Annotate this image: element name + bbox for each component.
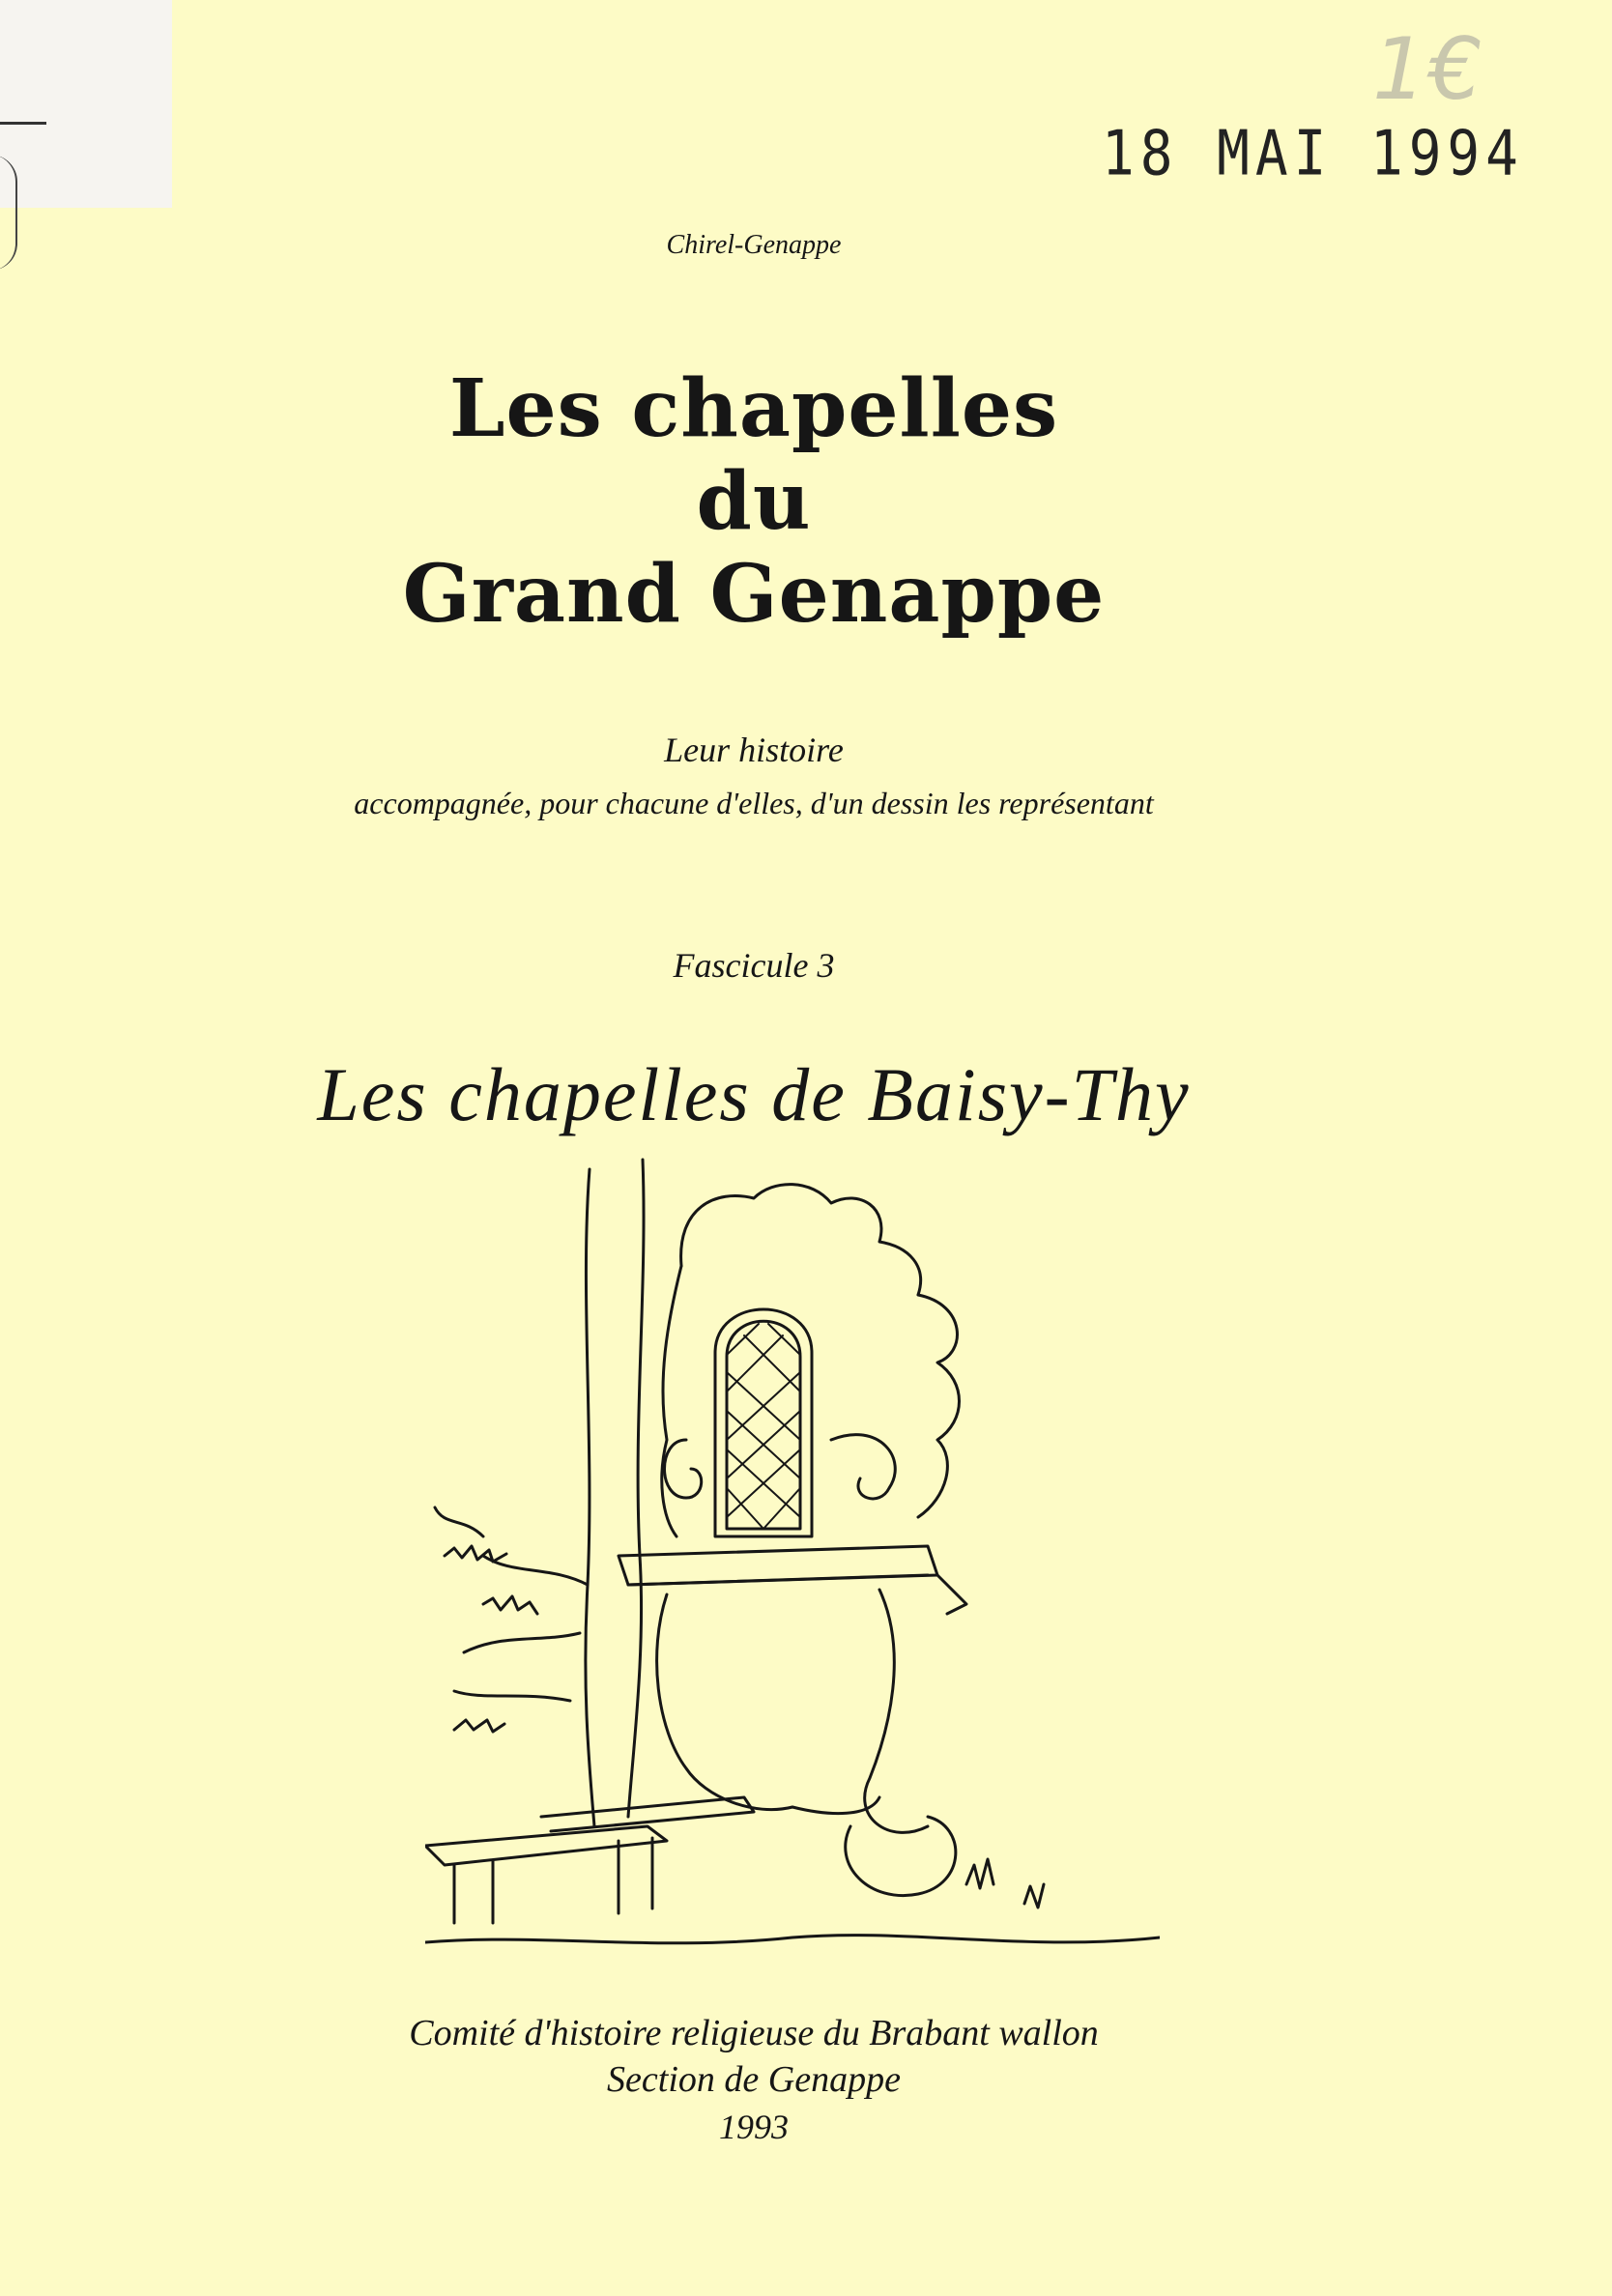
- left-scroll: [665, 1440, 702, 1498]
- page-title: [0, 362, 1508, 641]
- title-line-1: Les chapelles: [448, 362, 1059, 455]
- ground-line: [425, 1936, 1160, 1943]
- pedestal-left: [657, 1594, 792, 1810]
- scan-margin-strip: [0, 0, 172, 208]
- volume-subject: Les chapelles de Baisy-Thy: [317, 1052, 1191, 1136]
- margin-mark: [0, 122, 46, 125]
- chapel-pediment: [681, 1185, 921, 1295]
- right-scroll: [831, 1435, 895, 1499]
- tree-trunk-left: [586, 1169, 594, 1826]
- bench-seat: [425, 1826, 667, 1865]
- subtitle-line-2: accompagnée, pour chacune d'elles, d'un dessin les représentant: [354, 786, 1154, 820]
- title-line-3: Grand Genappe: [402, 548, 1106, 641]
- tree-trunk-right: [628, 1160, 644, 1817]
- date-stamp: 18 MAI 1994: [1102, 118, 1524, 190]
- chapel-drawing: [425, 1150, 1160, 1971]
- pedestal-right: [865, 1590, 928, 1832]
- fascicle-number: Fascicule 3: [673, 946, 835, 985]
- subtitle-line-1: Leur histoire: [664, 731, 844, 769]
- title-line-2: du: [696, 455, 812, 548]
- place-name: Chirel-Genappe: [666, 230, 842, 260]
- handwritten-price: 1€: [1372, 19, 1484, 119]
- publication-year: 1993: [719, 2108, 789, 2146]
- publisher-name: Comité d'histoire religieuse du Brabant wallon: [409, 2013, 1099, 2053]
- publisher-section: Section de Genappe: [607, 2059, 901, 2100]
